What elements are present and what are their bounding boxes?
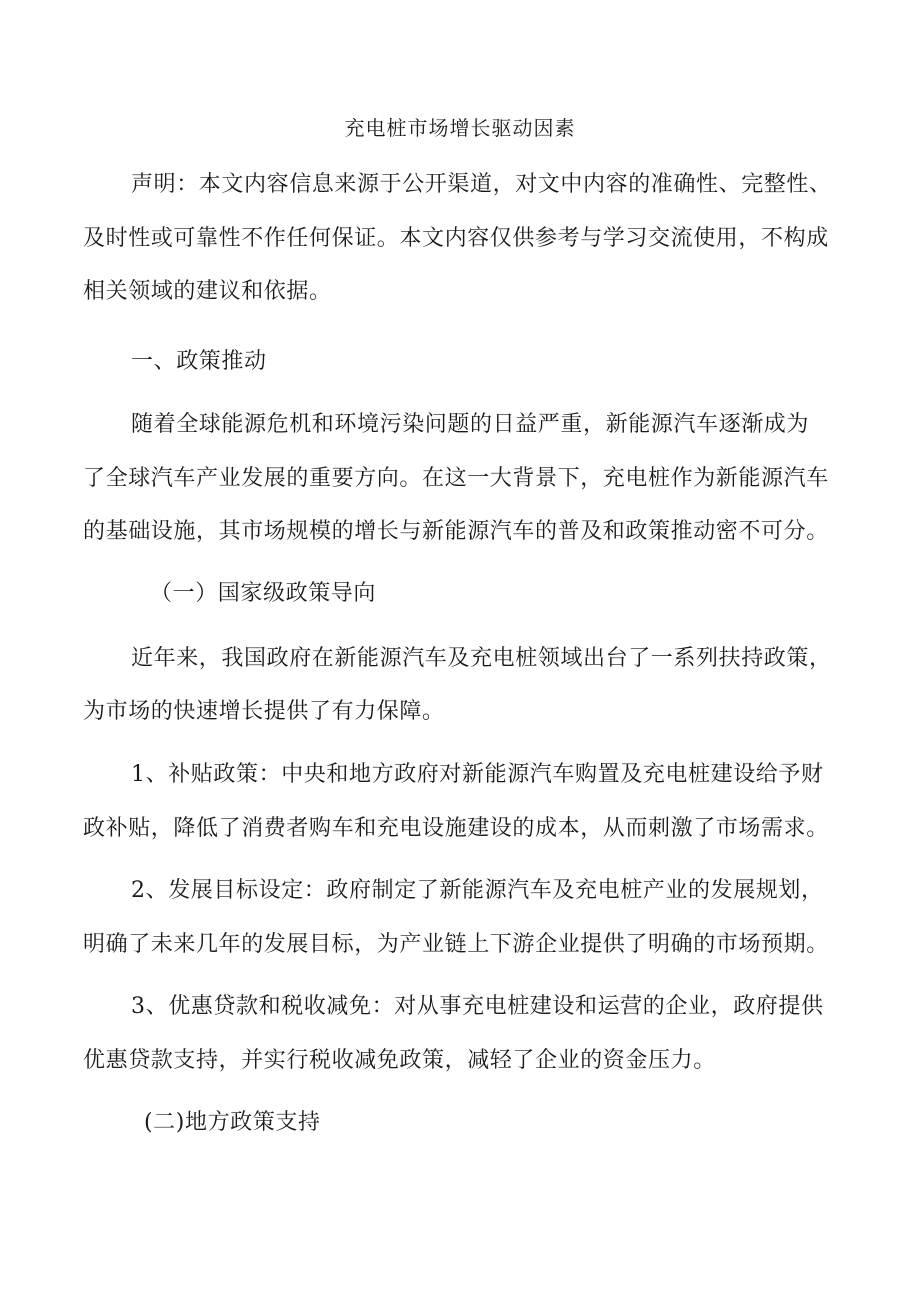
national-intro-line-1: 近年来，我国政府在新能源汽车及充电桩领域出台了一系列扶持政策， — [131, 646, 832, 671]
section-heading-policy: 一、政策推动 — [131, 349, 267, 374]
subsection-heading-national: （一）国家级政策导向 — [150, 581, 377, 606]
intro-line-1: 随着全球能源危机和环境污染问题的日益严重，新能源汽车逐渐成为 — [131, 412, 810, 437]
intro-line-2: 了全球汽车产业发展的重要方向。在这一大背景下，充电桩作为新能源汽车 — [83, 466, 829, 491]
disclaimer-line-1: 声明：本文内容信息来源于公开渠道，对文中内容的准确性、完整性、 — [131, 172, 832, 197]
item-3-line-1: 3、优惠贷款和税收减免：对从事充电桩建设和运营的企业，政府提供 — [131, 994, 824, 1019]
item-1-line-2: 政补贴，降低了消费者购车和充电设施建设的成本，从而刺激了市场需求。 — [83, 816, 829, 841]
subsection-heading-local: (二)地方政策支持 — [144, 1110, 321, 1135]
disclaimer-line-3: 相关领域的建议和依据。 — [83, 279, 332, 304]
document-title: 充电桩市场增长驱动因素 — [344, 116, 576, 140]
item-3-line-2: 优惠贷款支持，并实行税收减免政策，减轻了企业的资金压力。 — [83, 1048, 716, 1073]
intro-line-3: 的基础设施，其市场规模的增长与新能源汽车的普及和政策推动密不可分。 — [83, 519, 829, 544]
item-2-line-1: 2、发展目标设定：政府制定了新能源汽车及充电桩产业的发展规划， — [131, 878, 824, 903]
national-intro-line-2: 为市场的快速增长提供了有力保障。 — [83, 699, 445, 724]
item-1-line-1: 1、补贴政策：中央和地方政府对新能源汽车购置及充电桩建设给予财 — [131, 762, 824, 787]
disclaimer-line-2: 及时性或可靠性不作任何保证。本文内容仅供参考与学习交流使用，不构成 — [83, 226, 829, 251]
item-2-line-2: 明确了未来几年的发展目标，为产业链上下游企业提供了明确的市场预期。 — [83, 932, 829, 957]
